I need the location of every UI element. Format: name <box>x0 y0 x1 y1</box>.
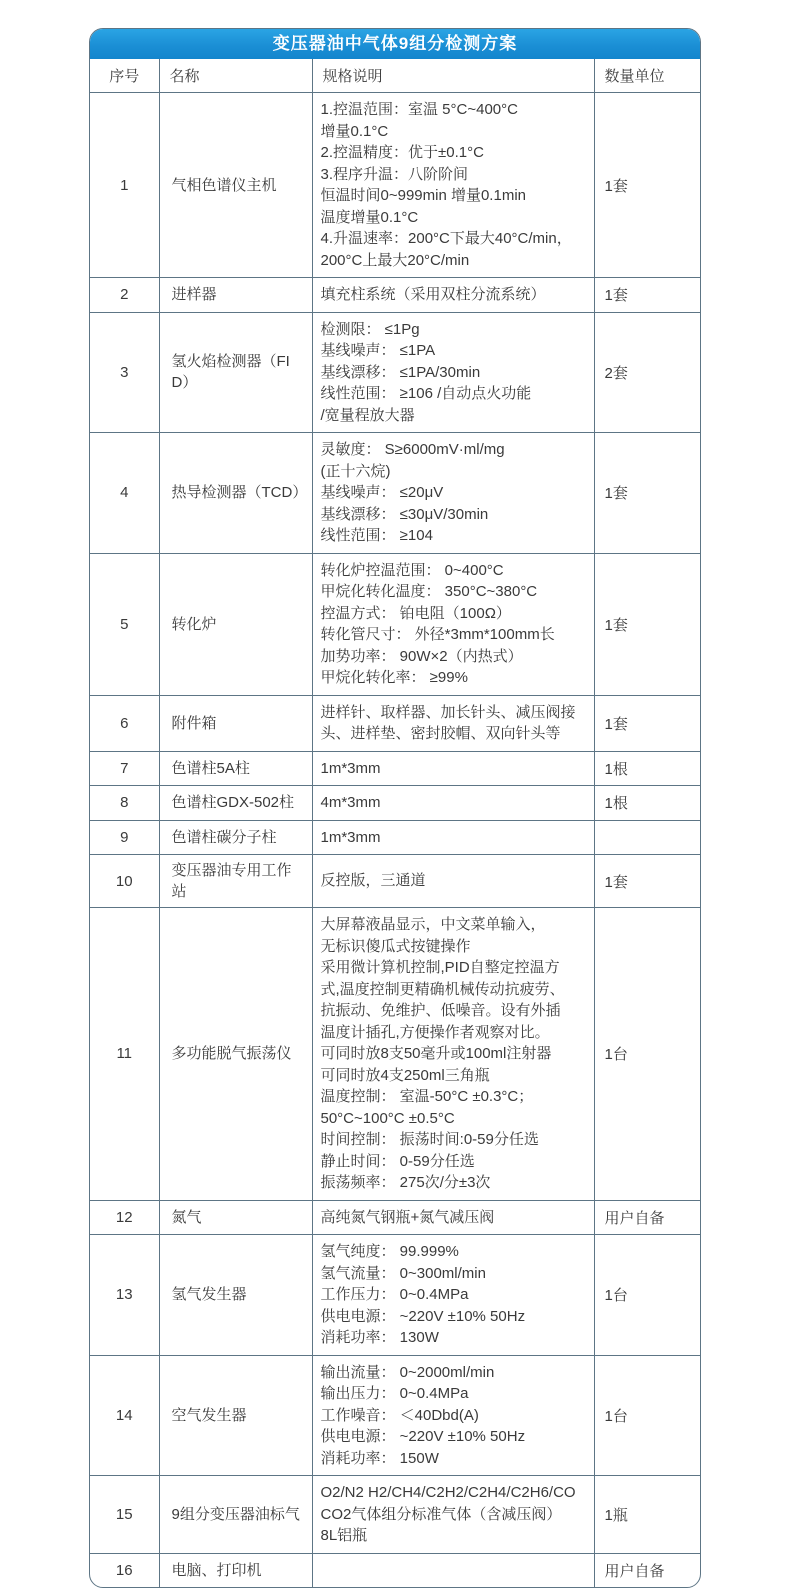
spec-line: 1m*3mm <box>320 828 381 846</box>
row-spec-cell <box>312 1553 594 1587</box>
row-index-cell: 8 <box>90 786 159 821</box>
spec-line: 基线漂移： ≤1PA/30min <box>320 363 481 381</box>
row-qty-cell: 1套 <box>594 553 701 695</box>
row-spec-cell <box>312 1355 594 1476</box>
spec-line: 恒温时间0~999min 增量0.1min <box>320 187 526 204</box>
row-qty-cell: 1根 <box>594 751 701 786</box>
row-index-cell: 3 <box>90 312 159 433</box>
spec-line: 工作压力： 0~0.4MPa <box>320 1286 469 1303</box>
row-spec-cell <box>312 1476 594 1554</box>
row-index-cell: 1 <box>90 93 159 278</box>
spec-line: 氢气流量： 0~300ml/min <box>320 1264 486 1282</box>
spec-line: 供电电源： ~220V ±10% 50Hz <box>320 1428 526 1445</box>
col-header-qty: 数量单位 <box>594 59 701 93</box>
spec-line: 进样针、取样器、加长针头、减压阀接头、进样垫、密封胶帽、双向针头等 <box>320 703 576 742</box>
row-index-cell: 4 <box>90 433 159 554</box>
row-index-cell: 12 <box>90 1200 159 1235</box>
spec-line: 反控版，三通道 <box>320 872 426 890</box>
row-index-cell: 7 <box>90 751 159 786</box>
spec-line: 氢气纯度： 99.999% <box>320 1243 459 1260</box>
spec-line: 基线噪声： ≤20μV <box>320 484 444 501</box>
spec-line: 基线漂移： ≤30μV/30min <box>320 505 489 523</box>
spec-line: 无标识傻瓜式按键操作 <box>320 937 471 955</box>
spec-line: 温度增量0.1°C <box>320 208 419 226</box>
row-name-cell: 转化炉 <box>159 553 312 695</box>
spec-line: 4m*3mm <box>320 794 381 811</box>
row-name-cell: 电脑、打印机 <box>159 1553 312 1587</box>
spec-line: /宽量程放大器 <box>320 406 415 424</box>
row-qty-cell: 1瓶 <box>594 1476 701 1554</box>
row-qty-cell: 2套 <box>594 312 701 433</box>
spec-line: 线性范围： ≥106 /自动点火功能 <box>320 385 532 402</box>
row-index-cell: 10 <box>90 855 159 908</box>
spec-line: 灵敏度： S≥6000mV·ml/mg <box>320 441 505 458</box>
spec-line: 200°C上最大20°C/min <box>320 251 470 269</box>
row-spec-cell <box>312 93 594 278</box>
spec-line: 高纯氮气钢瓶+氮气减压阀 <box>320 1208 495 1226</box>
row-index-cell: 6 <box>90 695 159 751</box>
spec-line: 可同时放4支250ml三角瓶 <box>320 1066 490 1084</box>
table-row <box>90 695 701 751</box>
spec-line: 1.控温范围：室温 5°C~400°C <box>320 101 518 118</box>
table-row <box>90 751 701 786</box>
row-index-cell: 5 <box>90 553 159 695</box>
row-spec-cell <box>312 855 594 908</box>
spec-line: 式,温度控制更精确机械传动抗疲劳、 <box>320 980 565 998</box>
row-spec-cell <box>312 786 594 821</box>
spec-table-body <box>90 93 701 1587</box>
row-spec-cell <box>312 278 594 313</box>
table-row <box>90 1476 701 1554</box>
row-qty-cell: 1根 <box>594 786 701 821</box>
row-index-cell: 16 <box>90 1553 159 1587</box>
row-index-cell: 9 <box>90 820 159 855</box>
spec-line: 转化炉控温范围： 0~400°C <box>320 561 504 579</box>
row-spec-cell <box>312 820 594 855</box>
spec-line: 控温方式： 铂电阻（100Ω） <box>320 604 511 622</box>
table-row <box>90 312 701 433</box>
row-name-cell: 气相色谱仪主机 <box>159 93 312 278</box>
row-spec-cell <box>312 908 594 1201</box>
spec-line: 50°C~100°C ±0.5°C <box>320 1109 455 1127</box>
spec-line: 1m*3mm <box>320 759 381 777</box>
spec-line: 温度控制： 室温-50°C ±0.3°C； <box>320 1088 534 1105</box>
spec-line: 消耗功率： 130W <box>320 1329 439 1346</box>
row-name-cell: 色谱柱5A柱 <box>159 751 312 786</box>
table-row <box>90 855 701 908</box>
col-header-index: 序号 <box>90 59 159 93</box>
row-spec-cell <box>312 695 594 751</box>
table-row <box>90 433 701 554</box>
table-row <box>90 1355 701 1476</box>
row-index-cell: 13 <box>90 1235 159 1356</box>
spec-line: 线性范围： ≥104 <box>320 527 433 544</box>
table-row <box>90 1553 701 1587</box>
spec-line: 消耗功率： 150W <box>320 1449 439 1467</box>
spec-line: 时间控制： 振荡时间:0-59分任选 <box>320 1131 539 1148</box>
spec-line: 大屏幕液晶显示，中文菜单输入， <box>320 916 546 933</box>
spec-line: 检测限： ≤1Pg <box>320 320 420 338</box>
row-qty-cell: 1套 <box>594 695 701 751</box>
row-spec-cell <box>312 751 594 786</box>
spec-line: 抗振动、免维护、低噪音。设有外插 <box>320 1002 561 1019</box>
row-qty-cell: 1套 <box>594 93 701 278</box>
row-qty-cell <box>594 820 701 855</box>
row-name-cell: 氢火焰检测器（FID） <box>159 312 312 433</box>
row-name-cell: 热导检测器（TCD） <box>159 433 312 554</box>
row-spec-cell <box>312 553 594 695</box>
row-spec-cell <box>312 312 594 433</box>
row-name-cell: 多功能脱气振荡仪 <box>159 908 312 1201</box>
spec-line: 8L铝瓶 <box>320 1527 368 1544</box>
row-index-cell: 15 <box>90 1476 159 1554</box>
row-name-cell: 9组分变压器油标气 <box>159 1476 312 1554</box>
row-name-cell: 变压器油专用工作站 <box>159 855 312 908</box>
row-qty-cell: 1台 <box>594 908 701 1201</box>
spec-line: (正十六烷) <box>320 462 391 480</box>
table-row <box>90 93 701 278</box>
spec-line: 加势功率： 90W×2（内热式） <box>320 647 523 665</box>
row-index-cell: 2 <box>90 278 159 313</box>
table-row <box>90 1200 701 1235</box>
row-qty-cell: 1套 <box>594 433 701 554</box>
spec-line: 填充柱系统（采用双柱分流系统） <box>320 286 546 303</box>
col-header-spec: 规格说明 <box>312 59 594 93</box>
row-name-cell: 氢气发生器 <box>159 1235 312 1356</box>
row-qty-cell: 用户自备 <box>594 1553 701 1587</box>
row-name-cell: 色谱柱GDX-502柱 <box>159 786 312 821</box>
table-row <box>90 820 701 855</box>
spec-line: 采用微计算机控制,PID自整定控温方 <box>320 959 560 976</box>
spec-table <box>90 59 701 1587</box>
spec-line <box>321 1560 586 1581</box>
col-header-name: 名称 <box>159 59 312 93</box>
table-row <box>90 553 701 695</box>
row-spec-cell <box>312 1200 594 1235</box>
table-row <box>90 908 701 1201</box>
spec-line: O2/N2 H2/CH4/C2H2/C2H4/C2H6/CO <box>320 1484 576 1501</box>
spec-line: 增量0.1°C <box>320 122 389 140</box>
row-name-cell: 附件箱 <box>159 695 312 751</box>
row-qty-cell: 1台 <box>594 1235 701 1356</box>
row-spec-cell <box>312 433 594 554</box>
row-name-cell: 进样器 <box>159 278 312 313</box>
spec-line: 输出压力： 0~0.4MPa <box>320 1385 469 1402</box>
spec-line: 静止时间： 0-59分任选 <box>320 1152 475 1170</box>
row-name-cell: 色谱柱碳分子柱 <box>159 820 312 855</box>
header-row <box>90 59 701 93</box>
page-title: 变压器油中气体9组分检测方案 <box>90 29 700 59</box>
table-row <box>90 1235 701 1356</box>
row-qty-cell: 1套 <box>594 855 701 908</box>
spec-card <box>89 28 701 1588</box>
row-qty-cell: 1台 <box>594 1355 701 1476</box>
spec-table-header <box>90 59 701 93</box>
spec-line: 振荡频率： 275次/分±3次 <box>320 1174 491 1191</box>
table-row <box>90 786 701 821</box>
spec-line: 温度计插孔,方便操作者观察对比。 <box>320 1023 550 1041</box>
spec-line: 甲烷化转化温度： 350°C~380°C <box>320 583 538 600</box>
spec-line: 基线噪声： ≤1PA <box>320 342 436 359</box>
spec-line: 转化管尺寸： 外径*3mm*100mm长 <box>320 626 555 643</box>
row-index-cell: 11 <box>90 908 159 1201</box>
row-spec-cell <box>312 1235 594 1356</box>
spec-line: 2.控温精度：优于±0.1°C <box>320 144 484 161</box>
spec-line: CO2气体组分标准气体（含减压阀） <box>320 1505 562 1523</box>
spec-line: 3.程序升温：八阶阶间 <box>320 165 469 183</box>
row-qty-cell: 1套 <box>594 278 701 313</box>
table-row <box>90 278 701 313</box>
spec-line: 输出流量： 0~2000ml/min <box>320 1363 495 1381</box>
spec-line: 供电电源： ~220V ±10% 50Hz <box>320 1307 526 1325</box>
row-index-cell: 14 <box>90 1355 159 1476</box>
spec-line: 工作噪音： ＜40Dbd(A) <box>320 1406 479 1424</box>
row-qty-cell: 用户自备 <box>594 1200 701 1235</box>
spec-line: 4.升温速率：200°C下最大40°C/min， <box>320 230 572 247</box>
spec-line: 可同时放8支50毫升或100ml注射器 <box>320 1045 552 1062</box>
row-name-cell: 空气发生器 <box>159 1355 312 1476</box>
spec-line: 甲烷化转化率： ≥99% <box>320 669 468 686</box>
row-name-cell: 氮气 <box>159 1200 312 1235</box>
